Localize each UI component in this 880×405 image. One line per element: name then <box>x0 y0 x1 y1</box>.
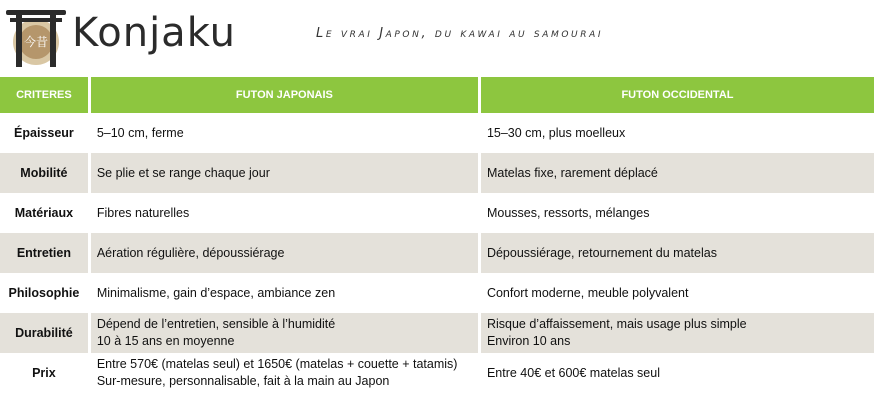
cell-line: Fibres naturelles <box>96 205 190 220</box>
criterion-cell: Mobilité <box>0 153 88 193</box>
site-header <box>0 0 880 76</box>
header-futon-japonais: FUTON JAPONAIS <box>91 77 478 113</box>
western-futon-cell <box>481 233 874 273</box>
header-criteres: CRITERES <box>0 77 88 113</box>
japanese-futon-cell <box>91 153 478 193</box>
table-row <box>0 233 874 273</box>
western-futon-cell <box>481 273 874 313</box>
cell-line: Matelas fixe, rarement déplacé <box>486 165 658 180</box>
western-futon-cell <box>481 153 874 193</box>
japanese-futon-cell <box>91 313 478 353</box>
cell-line: 15–30 cm, plus moelleux <box>486 125 626 140</box>
criterion-cell: Entretien <box>0 233 88 273</box>
japanese-futon-cell <box>91 113 478 153</box>
logo-kanji: 今昔 <box>23 35 49 49</box>
cell-line: Entre 40€ et 600€ matelas seul <box>486 365 660 380</box>
cell-line: Risque d’affaissement, mais usage plus simple <box>486 317 747 331</box>
brand-name[interactable]: Konjaku <box>72 10 236 56</box>
cell-line: Sur-mesure, personnalisable, fait à la main au Japon <box>96 374 390 388</box>
criterion-cell: Épaisseur <box>14 125 74 140</box>
cell-line: Se plie et se range chaque jour <box>96 165 270 180</box>
cell-line: Aération régulière, dépoussiérage <box>96 245 285 260</box>
criterion-cell: Durabilité <box>0 313 88 353</box>
japanese-futon-cell <box>91 273 478 313</box>
criterion-cell: Matériaux <box>14 205 74 220</box>
table-row <box>0 273 874 313</box>
western-futon-cell <box>481 353 874 393</box>
criterion-cell: Philosophie <box>8 285 80 300</box>
cell-line: Entre 570€ (matelas seul) et 1650€ (matelas + couette + tatamis) <box>96 357 458 371</box>
cell-line: Dépoussiérage, retournement du matelas <box>486 245 717 260</box>
table-row <box>0 313 874 353</box>
japanese-futon-cell <box>91 233 478 273</box>
western-futon-cell <box>481 113 874 153</box>
table-row <box>0 113 874 153</box>
cell-line: Mousses, ressorts, mélanges <box>486 205 650 220</box>
comparison-table <box>0 77 877 393</box>
japanese-futon-cell <box>91 193 478 233</box>
table-row <box>0 153 874 193</box>
cell-line: Confort moderne, meuble polyvalent <box>486 285 689 300</box>
cell-line: 10 à 15 ans en moyenne <box>96 334 235 348</box>
table-row <box>0 353 874 393</box>
cell-line: Dépend de l’entretien, sensible à l’humidité <box>96 317 336 331</box>
table-row <box>0 193 874 233</box>
cell-line: 5–10 cm, ferme <box>96 125 184 140</box>
header-futon-occidental: FUTON OCCIDENTAL <box>481 77 874 113</box>
table-header-row <box>0 77 874 113</box>
japanese-futon-cell <box>91 353 478 393</box>
western-futon-cell <box>481 193 874 233</box>
torii-logo-icon[interactable] <box>4 6 68 68</box>
western-futon-cell <box>481 313 874 353</box>
cell-line: Environ 10 ans <box>486 334 571 348</box>
tagline: Le vrai Japon, du kawai au samourai <box>316 26 604 41</box>
criterion-cell: Prix <box>32 365 56 380</box>
cell-line: Minimalisme, gain d’espace, ambiance zen <box>96 285 336 300</box>
